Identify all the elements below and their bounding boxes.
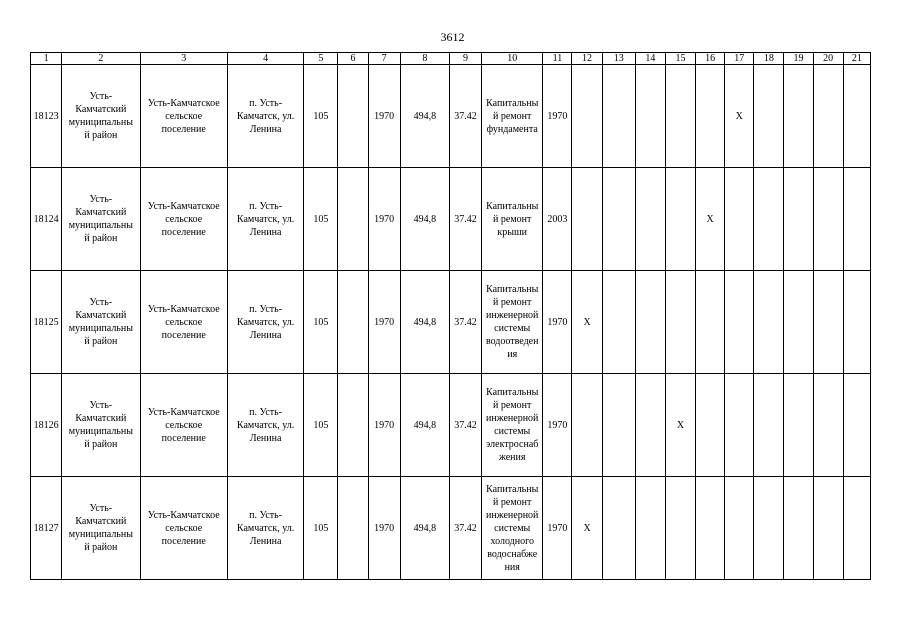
settlement-cell-line: сельское: [165, 316, 203, 328]
address-cell-line: Камчатск, ул.: [236, 110, 295, 122]
mark-cell-16: [696, 374, 725, 477]
address-cell-line: п. Усть-: [249, 200, 283, 212]
address-cell: [227, 374, 303, 477]
mark-cell-16: X: [696, 168, 725, 271]
mark-cell-17: [725, 168, 754, 271]
column-header-19: 19: [784, 53, 813, 65]
work-type-cell-line: Капитальны: [486, 200, 539, 212]
mark-cell-18: [754, 477, 784, 580]
mark-cell-15: [665, 65, 695, 168]
column-11-year-cell: 2003: [543, 168, 572, 271]
settlement-cell-line: сельское: [165, 213, 203, 225]
mark-cell-14: [635, 374, 665, 477]
mark-cell-15: [665, 477, 695, 580]
district-cell-line: й район: [84, 439, 118, 450]
district-cell-line: Усть-: [89, 503, 113, 514]
address-cell-line: п. Усть-: [249, 303, 283, 315]
mark-cell-21: [843, 271, 870, 374]
mark-cell-19: [784, 168, 813, 271]
address-cell: [227, 477, 303, 580]
work-type-cell-line: жения: [498, 452, 526, 463]
column-9-cell: 37.42: [449, 477, 481, 580]
mark-cell-18: [754, 168, 784, 271]
column-header-7: 7: [368, 53, 400, 65]
mark-cell-17: [725, 271, 754, 374]
address-cell-line: Ленина: [249, 535, 282, 547]
house-number-cell: 105: [304, 477, 338, 580]
district-cell-line: муниципальны: [68, 323, 133, 334]
area-cell: 494,8: [400, 65, 449, 168]
column-6-cell: [338, 477, 368, 580]
work-type-cell-line: й ремонт: [493, 400, 532, 411]
column-header-3: 3: [140, 53, 227, 65]
record-id-cell: 18125: [31, 271, 62, 374]
mark-cell-13: [602, 65, 635, 168]
page-number: 3612: [440, 30, 465, 44]
district-cell-line: муниципальны: [68, 426, 133, 437]
column-9-cell: 37.42: [449, 271, 481, 374]
column-header-16: 16: [696, 53, 725, 65]
mark-cell-14: [635, 65, 665, 168]
build-year-cell: 1970: [368, 168, 400, 271]
column-header-17: 17: [725, 53, 754, 65]
column-11-year-cell: 1970: [543, 374, 572, 477]
settlement-cell-line: сельское: [165, 522, 203, 534]
settlement-cell-line: поселение: [161, 535, 206, 547]
district-cell-line: Усть-: [89, 91, 113, 102]
table-row: [31, 374, 871, 477]
settlement-cell-line: поселение: [161, 432, 206, 444]
settlement-cell-line: поселение: [161, 329, 206, 341]
settlement-cell-line: сельское: [165, 110, 203, 122]
mark-cell-18: [754, 374, 784, 477]
column-header-5: 5: [304, 53, 338, 65]
mark-cell-21: [843, 65, 870, 168]
work-type-cell-line: й ремонт: [493, 496, 532, 508]
record-id-cell: 18127: [31, 477, 62, 580]
house-number-cell: 105: [304, 65, 338, 168]
address-cell-line: Ленина: [249, 226, 282, 238]
column-header-14: 14: [635, 53, 665, 65]
work-type-cell: [482, 374, 543, 477]
settlement-cell-line: Усть-Камчатское: [147, 200, 220, 212]
build-year-cell: 1970: [368, 65, 400, 168]
house-number-cell: 105: [304, 271, 338, 374]
mark-cell-20: [813, 477, 843, 580]
work-type-cell-line: инженерной: [486, 310, 539, 321]
column-9-cell: 37.42: [449, 65, 481, 168]
mark-cell-16: [696, 271, 725, 374]
settlement-cell-line: Усть-Камчатское: [147, 406, 220, 418]
column-header-4: 4: [227, 53, 303, 65]
table-row: [31, 65, 871, 168]
address-cell: [227, 65, 303, 168]
column-6-cell: [338, 271, 368, 374]
column-header-13: 13: [602, 53, 635, 65]
column-11-year-cell: 1970: [543, 477, 572, 580]
district-cell: [62, 477, 140, 580]
area-cell: 494,8: [400, 168, 449, 271]
work-type-cell-line: фундамента: [486, 123, 538, 135]
district-cell-line: Камчатский: [75, 516, 127, 527]
district-cell-line: й район: [84, 130, 118, 141]
district-cell-line: муниципальны: [68, 529, 133, 540]
column-header-8: 8: [400, 53, 449, 65]
mark-cell-19: [784, 477, 813, 580]
address-cell-line: Камчатск, ул.: [236, 419, 295, 431]
work-type-cell-line: й ремонт: [493, 110, 532, 122]
column-header-21: 21: [843, 53, 870, 65]
column-header-2: 2: [62, 53, 140, 65]
settlement-cell-line: сельское: [165, 419, 203, 431]
address-cell: [227, 271, 303, 374]
district-cell: [62, 168, 140, 271]
work-type-cell-line: водоснабже: [487, 548, 538, 560]
mark-cell-17: [725, 374, 754, 477]
mark-cell-17: X: [725, 65, 754, 168]
district-cell-line: Усть-: [89, 400, 113, 411]
address-cell-line: Камчатск, ул.: [236, 522, 295, 534]
repair-registry-table: [30, 52, 871, 580]
settlement-cell: [140, 271, 227, 374]
work-type-cell-line: ния: [504, 561, 520, 573]
settlement-cell: [140, 374, 227, 477]
address-cell-line: Камчатск, ул.: [236, 213, 295, 225]
area-cell: 494,8: [400, 374, 449, 477]
mark-cell-16: [696, 65, 725, 168]
column-6-cell: [338, 374, 368, 477]
mark-cell-21: [843, 168, 870, 271]
table-row: [31, 271, 871, 374]
mark-cell-15: X: [665, 374, 695, 477]
mark-cell-14: [635, 168, 665, 271]
work-type-cell-line: Капитальны: [486, 387, 539, 398]
column-header-20: 20: [813, 53, 843, 65]
mark-cell-18: [754, 271, 784, 374]
column-header-15: 15: [665, 53, 695, 65]
settlement-cell-line: Усть-Камчатское: [147, 303, 220, 315]
work-type-cell-line: крыши: [497, 226, 528, 238]
column-9-cell: 37.42: [449, 374, 481, 477]
mark-cell-14: [635, 477, 665, 580]
mark-cell-19: [784, 374, 813, 477]
column-11-year-cell: 1970: [543, 65, 572, 168]
build-year-cell: 1970: [368, 477, 400, 580]
column-header-1: 1: [31, 53, 62, 65]
column-header-10: 10: [482, 53, 543, 65]
column-6-cell: [338, 168, 368, 271]
mark-cell-19: [784, 271, 813, 374]
mark-cell-15: [665, 168, 695, 271]
settlement-cell-line: поселение: [161, 123, 206, 135]
column-header-6: 6: [338, 53, 368, 65]
build-year-cell: 1970: [368, 374, 400, 477]
record-id-cell: 18124: [31, 168, 62, 271]
work-type-cell-line: электроснаб: [486, 439, 539, 450]
district-cell-line: й район: [84, 336, 118, 347]
work-type-cell-line: системы: [494, 426, 531, 437]
mark-cell-13: [602, 168, 635, 271]
settlement-cell: [140, 477, 227, 580]
table-row: [31, 477, 871, 580]
column-header-9: 9: [449, 53, 481, 65]
column-11-year-cell: 1970: [543, 271, 572, 374]
mark-cell-20: [813, 65, 843, 168]
mark-cell-13: [602, 477, 635, 580]
mark-cell-12: [572, 374, 602, 477]
address-cell-line: Ленина: [249, 432, 282, 444]
address-cell: [227, 168, 303, 271]
mark-cell-14: [635, 271, 665, 374]
mark-cell-21: [843, 477, 870, 580]
work-type-cell: [482, 65, 543, 168]
work-type-cell: [482, 168, 543, 271]
district-cell: [62, 271, 140, 374]
district-cell-line: й район: [84, 233, 118, 244]
address-cell-line: Ленина: [249, 123, 282, 135]
mark-cell-12: X: [572, 271, 602, 374]
work-type-cell-line: водоотведен: [485, 336, 539, 347]
house-number-cell: 105: [304, 168, 338, 271]
address-cell-line: п. Усть-: [249, 406, 283, 418]
address-cell-line: п. Усть-: [249, 97, 283, 109]
district-cell-line: Усть-: [89, 194, 113, 205]
column-header-11: 11: [543, 53, 572, 65]
address-cell-line: Камчатск, ул.: [236, 316, 295, 328]
settlement-cell-line: поселение: [161, 226, 206, 238]
house-number-cell: 105: [304, 374, 338, 477]
work-type-cell-line: инженерной: [486, 413, 539, 424]
column-number-row: [31, 53, 871, 65]
mark-cell-20: [813, 374, 843, 477]
mark-cell-21: [843, 374, 870, 477]
column-header-18: 18: [754, 53, 784, 65]
work-type-cell-line: системы: [494, 323, 531, 334]
mark-cell-20: [813, 168, 843, 271]
settlement-cell: [140, 65, 227, 168]
record-id-cell: 18123: [31, 65, 62, 168]
address-cell-line: Ленина: [249, 329, 282, 341]
work-type-cell-line: Капитальны: [486, 483, 539, 495]
work-type-cell-line: й ремонт: [493, 213, 532, 225]
district-cell: [62, 65, 140, 168]
mark-cell-18: [754, 65, 784, 168]
mark-cell-13: [602, 374, 635, 477]
district-cell-line: Камчатский: [75, 207, 127, 218]
build-year-cell: 1970: [368, 271, 400, 374]
work-type-cell: [482, 271, 543, 374]
column-header-12: 12: [572, 53, 602, 65]
district-cell: [62, 374, 140, 477]
area-cell: 494,8: [400, 271, 449, 374]
work-type-cell-line: холодного: [490, 535, 534, 547]
district-cell-line: муниципальны: [68, 220, 133, 231]
district-cell-line: й район: [84, 542, 118, 553]
work-type-cell-line: инженерной: [486, 509, 539, 521]
record-id-cell: 18126: [31, 374, 62, 477]
table-body: [31, 65, 871, 580]
column-6-cell: [338, 65, 368, 168]
settlement-cell-line: Усть-Камчатское: [147, 97, 220, 109]
mark-cell-16: [696, 477, 725, 580]
address-cell-line: п. Усть-: [249, 509, 283, 521]
district-cell-line: Камчатский: [75, 104, 127, 115]
column-9-cell: 37.42: [449, 168, 481, 271]
work-type-cell-line: ия: [507, 349, 518, 360]
mark-cell-12: X: [572, 477, 602, 580]
work-type-cell-line: Капитальны: [486, 97, 539, 109]
table-row: [31, 168, 871, 271]
mark-cell-12: [572, 65, 602, 168]
district-cell-line: Камчатский: [75, 310, 127, 321]
mark-cell-12: [572, 168, 602, 271]
district-cell-line: муниципальны: [68, 117, 133, 128]
area-cell: 494,8: [400, 477, 449, 580]
mark-cell-15: [665, 271, 695, 374]
mark-cell-13: [602, 271, 635, 374]
settlement-cell: [140, 168, 227, 271]
mark-cell-17: [725, 477, 754, 580]
work-type-cell: [482, 477, 543, 580]
work-type-cell-line: системы: [494, 522, 531, 534]
work-type-cell-line: й ремонт: [493, 297, 532, 308]
settlement-cell-line: Усть-Камчатское: [147, 509, 220, 521]
district-cell-line: Усть-: [89, 297, 113, 308]
mark-cell-19: [784, 65, 813, 168]
mark-cell-20: [813, 271, 843, 374]
district-cell-line: Камчатский: [75, 413, 127, 424]
work-type-cell-line: Капитальны: [486, 284, 539, 295]
